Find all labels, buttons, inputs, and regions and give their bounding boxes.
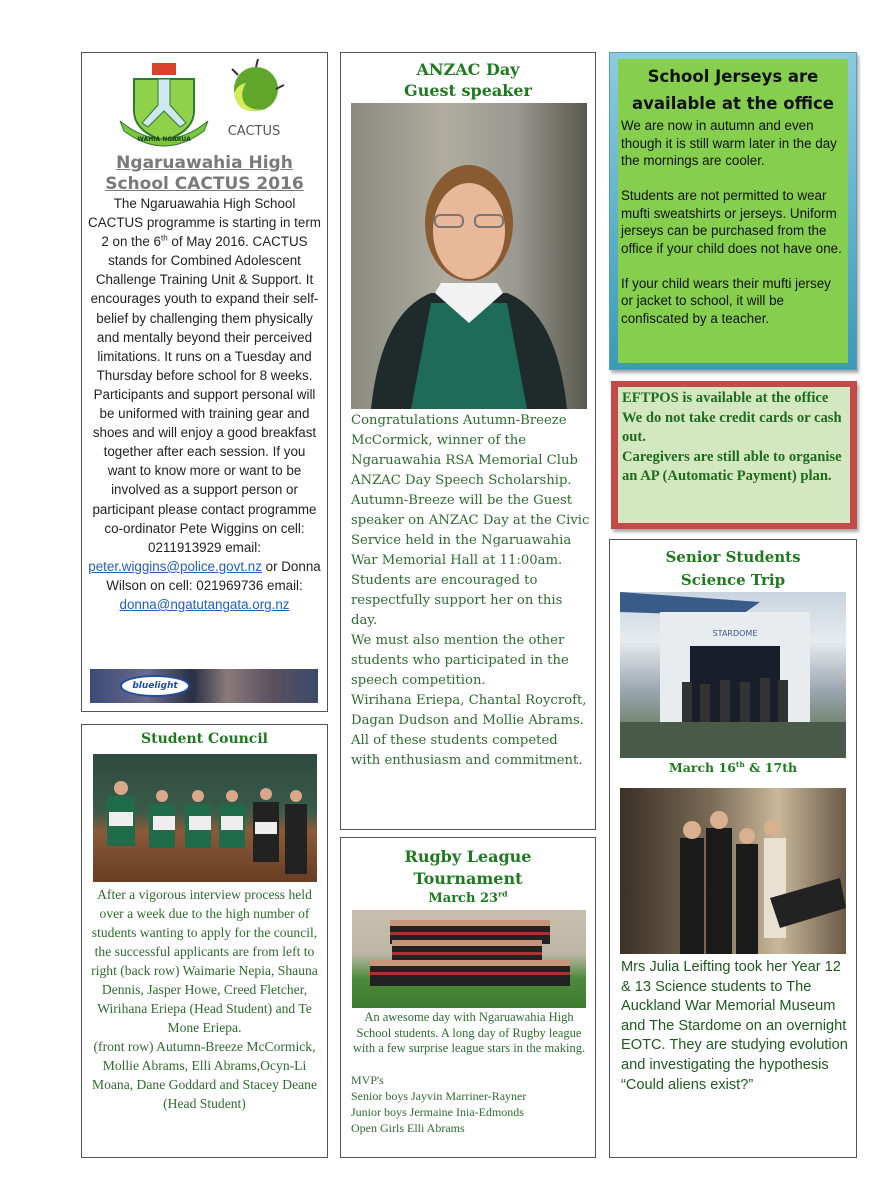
anzac-para4: Wirihana Eriepa, Chantal Roycroft, Dagan Dudson and Mollie Abrams.: [351, 693, 587, 728]
stardome-sign: STARDOME: [712, 629, 758, 638]
cactus-title-line1: Ngaruawahia High: [116, 153, 293, 173]
anzac-para2: Autumn-Breeze will be the Guest speaker on ANZAC Day at the Civic Service held in the Ngaruawahia War Memorial Hall at 11:00am. Students are encouraged to respectfully support her on this day.: [351, 493, 590, 628]
rugby-date-text: March 23: [428, 891, 499, 906]
cactus-logo: [218, 59, 290, 145]
anzac-para5: All of these students competed with enthusiasm and commitment.: [351, 733, 583, 768]
cactus-body-text-3: or Donna Wilson on cell: 021969736 email:: [106, 558, 321, 593]
anzac-para1: Congratulations Autumn-Breeze McCormick, winner of the Ngaruawahia RSA Memorial Club ANZAC Day Speech Scholarship.: [351, 413, 578, 488]
eftpos-body: [622, 389, 848, 487]
jerseys-body: [621, 117, 846, 345]
bluelight-banner-image: [90, 669, 318, 703]
anzac-para3: We must also mention the other students who participated in the speech competition.: [351, 633, 569, 688]
anzac-heading: [341, 59, 595, 101]
mvp-junior: Junior boys Jermaine Inia-Edmonds: [351, 1105, 524, 1119]
bluelight-logo: bluelight: [120, 675, 190, 697]
cactus-body-text: The Ngaruawahia High School CACTUS programme is starting in term 2 on the 6: [88, 196, 321, 250]
cactus-title-line2: School CACTUS 2016: [105, 174, 304, 194]
crest-motto: WAHIA NGARUA: [137, 136, 191, 143]
museum-group-photo: [620, 788, 846, 954]
mvp-title: MVP's: [351, 1073, 384, 1087]
cactus-body: [88, 194, 321, 614]
student-council-body: [88, 885, 321, 1113]
student-council-article: [81, 724, 328, 1158]
jerseys-para3: If your child wears their mufti jersey or jacket to school, it will be confiscated by a teacher.: [621, 275, 831, 326]
science-trip-article: [609, 539, 857, 1158]
ordinal-sup: th: [735, 759, 745, 769]
cactus-logo-text: CACTUS: [227, 124, 281, 139]
council-body-para2: (front row) Autumn-Breeze McCormick, Mollie Abrams, Elli Abrams,Ocyn-Li Moana, Dane Goddard and Stacey Deane (Head Student): [92, 1039, 317, 1111]
eftpos-line2: We do not take credit cards or cash out.: [622, 409, 842, 445]
rugby-heading-line1: Rugby League: [404, 847, 532, 866]
student-council-heading: Student Council: [141, 731, 268, 747]
rugby-caption: An awesome day with Ngaruawahia High School students. A long day of Rugby league with a few surprise league stars in the making.: [352, 1010, 586, 1055]
anzac-body: [351, 411, 591, 771]
cactus-title: [82, 153, 327, 195]
science-date-b: & 17th: [744, 760, 798, 775]
email-link-donna[interactable]: donna@ngatutangata.org.nz: [119, 596, 290, 612]
ordinal-sup: th: [160, 233, 168, 243]
eftpos-line1: EFTPOS is available at the office: [622, 390, 829, 406]
guest-speaker-photo: [351, 103, 587, 409]
anzac-article: [340, 52, 596, 830]
anzac-heading-line2: Guest speaker: [404, 81, 532, 100]
rugby-league-article: [340, 837, 596, 1158]
science-trip-date: [610, 760, 856, 775]
stardome-group-photo: [620, 592, 846, 758]
jerseys-para2: Students are not permitted to wear mufti sweatshirts or jerseys. Uniform jerseys can be purchased from the office if your child does not have one.: [621, 188, 842, 256]
science-heading-line1: Senior Students: [665, 548, 801, 566]
jerseys-heading-line2: available at the office: [632, 94, 834, 113]
science-heading-line2: Science Trip: [680, 571, 786, 589]
email-link-pete[interactable]: peter.wiggins@police.govt.nz: [88, 558, 262, 574]
anzac-heading-line1: ANZAC Day: [416, 60, 520, 79]
rugby-date: [341, 890, 595, 908]
mvp-senior: Senior boys Jayvin Marriner-Rayner: [351, 1089, 527, 1103]
jerseys-heading: [618, 63, 848, 117]
school-crest-logo: [118, 61, 210, 147]
jerseys-heading-line1: School Jerseys are: [647, 67, 819, 86]
eftpos-line3: Caregivers are still able to organise an AP (Automatic Payment) plan.: [622, 448, 842, 484]
rugby-heading-line2: Tournament: [413, 869, 523, 888]
council-body-para1: After a vigorous interview process held over a week due to the high number of students wanting to apply for the council, the successful applicants are from left to right (back row) Waimarie Nepia, Shauna Dennis, Jasper Howe, Creed Fletcher, Wirihana Eriepa (Head Student) and Te Mone Eriepa.: [91, 887, 318, 1035]
ordinal-sup: rd: [498, 889, 508, 899]
eftpos-notice: [611, 381, 857, 529]
science-date-a: March 16: [668, 760, 736, 775]
rugby-mvp-list: [351, 1072, 526, 1136]
school-jerseys-notice: [609, 52, 857, 370]
cactus-body-text-2: of May 2016. CACTUS stands for Combined Adolescent Challenge Training Unit & Support. It encourages youth to expand their self-belief by challenging them physically and mentally beyond their perceived limitations. It runs on a Tuesday and Thursday before school for 8 weeks. Participants and support personal will be uniformed with training gear and shoes and will enjoy a good breakfast together after each session. If you want to know more or want to be involved as a support person or participant please contact programme co-ordinator Pete Wiggins on cell: 0211913929 email:: [90, 234, 319, 555]
rugby-heading: [341, 846, 595, 908]
cactus-article: [81, 52, 328, 712]
student-council-photo: [93, 754, 317, 882]
rugby-team-photo: [352, 910, 586, 1008]
jerseys-para1: We are now in autumn and even though it is still warm later in the day the mornings are cooler.: [621, 118, 837, 168]
science-heading: [610, 546, 856, 592]
mvp-girls: Open Girls Elli Abrams: [351, 1121, 465, 1135]
science-body: Mrs Julia Leifting took her Year 12 & 13 Science students to The Auckland War Memorial Museum and The Stardome on an overnight EOTC. They are studying evolution and investigating the hypothesis “Could aliens exist?”: [621, 959, 848, 1093]
